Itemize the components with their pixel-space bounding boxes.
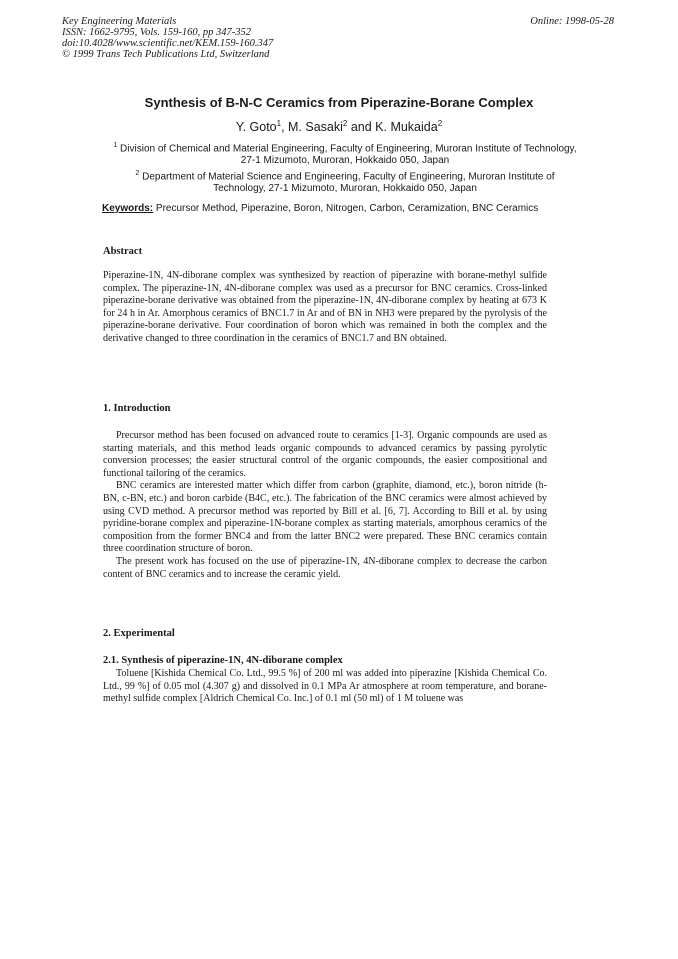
- abstract-heading: Abstract: [103, 246, 143, 257]
- intro-paragraph-3: The present work has focused on the use of piperazine-1N, 4N-diborane complex to decrease the carbon content of BNC ceramics and to increase the ceramic yield.: [103, 555, 547, 580]
- journal-name: Key Engineering Materials: [62, 16, 177, 27]
- abstract-body: [103, 270, 547, 346]
- affiliation-mark: 1: [113, 142, 118, 149]
- affiliation-2: [110, 168, 580, 195]
- affiliation-1: [110, 140, 580, 167]
- keywords-text: Precursor Method, Piperazine, Boron, Nitrogen, Carbon, Ceramization, BNC Ceramics: [153, 203, 539, 214]
- intro-paragraph-2: BNC ceramics are interested matter which differ from carbon (graphite, diamond, etc.), boron nitride (h-BN, c-BN, etc.) and boron carbide (B4C, etc.). The fabrication of the BNC ceramics were almost achieved by using CVD method. A precursor method was reported by Bill et al. [6, 7]. According to Bill et al. by using pyridine-borane complex and piperazine-1N-borane complex as starting materials, amorphous ceramics of the composition from the former BNC4 and from the latter BNC2 were prepared. These BNC ceramics contain three coordination structure of boron.: [103, 480, 547, 555]
- affiliation-text: Department of Material Science and Engineering, Faculty of Engineering, Muroran Institute of Technology, 27-1 Mizumoto, Muroran, Hokkaido 050, Japan: [139, 171, 555, 195]
- journal-header: [62, 16, 273, 60]
- affiliation-text: Division of Chemical and Material Engineering, Faculty of Engineering, Muroran Institute of Technology, 27-1 Mizumoto, Muroran, Hokkaido 050, Japan: [117, 143, 577, 167]
- keywords-label: Keywords:: [102, 203, 154, 214]
- introduction-body: [103, 430, 547, 581]
- author-affil-mark: 2: [342, 119, 348, 128]
- author-affil-mark: 1: [276, 119, 282, 128]
- abstract-text: Piperazine-1N, 4N-diborane complex was synthesized by reaction of piperazine with borane-methyl sulfide complex. The piperazine-1N, 4N-diborane complex was used as a precursor for BNC ceramics. Cross-linked piperazine-borane derivative was obtained from the piperazine-1N, 4N-diborane complex by heating at 673 K for 24 h in Ar. Amorphous ceramics of BNC1.7 in Ar and of BN in NH3 were prepared by the pyrolysis of the piperazine-borane derivative. Four coordination of boron which was remained in both the complex and the derivative changed to three coordination in the ceramics of BNC1.7 and BN obtained.: [103, 270, 547, 344]
- introduction-heading: 1. Introduction: [103, 403, 171, 414]
- intro-paragraph-1: Precursor method has been focused on advanced route to ceramics [1-3]. Organic compounds are used as starting materials, and this method leads organic compounds to advanced ceramics by passing pyrolytic conversion processes; the easier structural control of the organic compounds, the easier compositional and functional tailoring of the ceramics.: [103, 430, 547, 479]
- experimental-subheading: 2.1. Synthesis of piperazine-1N, 4N-diborane complex: [103, 655, 343, 666]
- author-list: [0, 119, 678, 134]
- author-name: Y. Goto: [235, 120, 277, 135]
- author-name: and K. Mukaida: [347, 120, 438, 135]
- experimental-body: [103, 668, 547, 706]
- experimental-paragraph-1: Toluene [Kishida Chemical Co. Ltd., 99.5 %] of 200 ml was added into piperazine [Kishida Chemical Co. Ltd., 99 %] of 0.05 mol (4.307 g) and dissolved in 0.1 MPa Ar atmosphere at room temperature, and borane-methyl sulfide complex [Aldrich Chemical Co. Inc.] of 0.1 ml (50 ml) of 1 M toluene was: [103, 668, 547, 705]
- paper-title: Synthesis of B-N-C Ceramics from Piperazine-Borane Complex: [144, 95, 534, 110]
- author-name: , M. Sasaki: [281, 120, 343, 135]
- keywords-line: [102, 203, 538, 214]
- online-date: Online: 1998-05-28: [530, 16, 614, 27]
- issn-line: ISSN: 1662-9795, Vols. 159-160, pp 347-352: [62, 27, 251, 38]
- author-affil-mark: 2: [437, 119, 443, 128]
- experimental-heading: 2. Experimental: [103, 628, 175, 639]
- copyright-line: © 1999 Trans Tech Publications Ltd, Switzerland: [62, 49, 270, 60]
- affiliation-mark: 2: [135, 170, 140, 177]
- doi-line: doi:10.4028/www.scientific.net/KEM.159-160.347: [62, 38, 274, 49]
